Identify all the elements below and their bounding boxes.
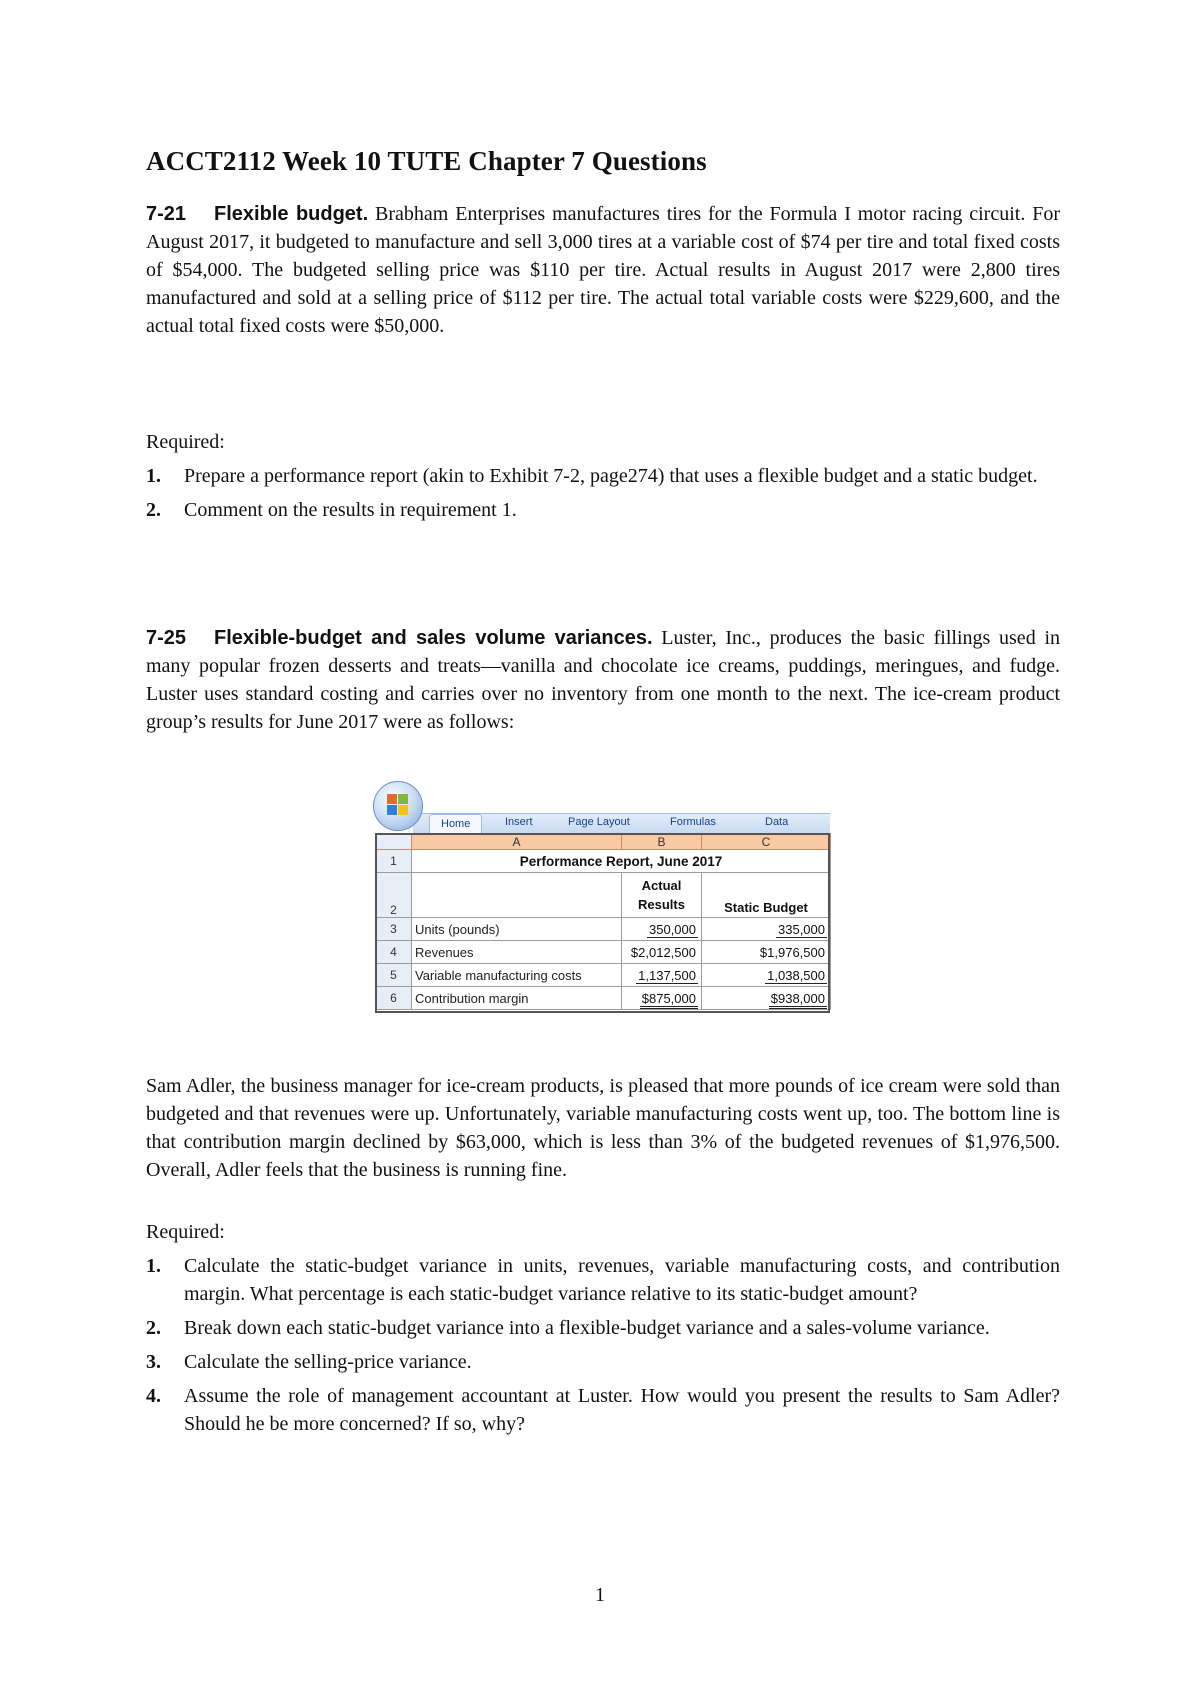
office-logo-icon	[387, 794, 409, 816]
row-label: Contribution margin	[412, 987, 622, 1010]
table-row	[376, 987, 831, 1010]
office-button[interactable]	[373, 781, 423, 831]
required-label: Required:	[146, 431, 225, 453]
ribbon-tabs	[413, 813, 830, 834]
tab-home[interactable]: Home	[429, 814, 482, 834]
list-item: 2. Comment on the results in requirement 1.	[146, 499, 517, 521]
row-label: Variable manufacturing costs	[412, 964, 622, 987]
narrative-paragraph: Sam Adler, the business manager for ice-cream products, is pleased that more pounds of ice cream were sold than budgeted and that revenues were up. Unfortunately, variable manufacturing costs went up, too. The bottom line is that contribution margin declined by $63,000, which is less than 3% of the budgeted revenues of $1,976,500. Overall, Adler feels that the business is running fine.	[146, 1075, 1060, 1181]
performance-report-table	[375, 833, 831, 1010]
requirements-list	[146, 462, 1060, 530]
static-value: $938,000	[702, 987, 831, 1010]
list-item: 2. Break down each static-budget variance into a flexible-budget variance and a sales-volume variance.	[146, 1317, 990, 1339]
table-row	[376, 850, 831, 873]
table-row	[376, 918, 831, 941]
spreadsheet-figure	[375, 785, 830, 1015]
actual-value: 350,000	[622, 918, 702, 941]
row-number[interactable]: 4	[376, 941, 412, 964]
row-number[interactable]: 3	[376, 918, 412, 941]
tab-insert[interactable]: Insert	[505, 816, 533, 828]
table-row	[376, 964, 831, 987]
question-body: Brabham Enterprises manufactures tires for the Formula I motor racing circuit. For August 2017, it budgeted to manufacture and sell 3,000 tires at a variable cost of $74 per tire and total fixed costs of $54,000. The budgeted selling price was $110 per tire. Actual results in August 2017 were 2,800 tires manufactured and sold at a selling price of $112 per tire. The actual total variable costs were $229,600, and the actual total fixed costs were $50,000.	[146, 203, 1060, 337]
required-label: Required:	[146, 1221, 225, 1243]
header-static-budget: Static Budget	[702, 873, 831, 918]
actual-value: $2,012,500	[622, 941, 702, 964]
list-item: 3. Calculate the selling-price variance.	[146, 1351, 472, 1373]
page-number: 1	[595, 1584, 605, 1606]
question-number: 7-21	[146, 203, 187, 225]
table-row	[376, 941, 831, 964]
list-item: 4. Assume the role of management accountant at Luster. How would you present the results to Sam Adler? Should he be more concerned? If so, why?	[146, 1385, 1060, 1435]
question-heading: Flexible-budget and sales volume variances.	[214, 627, 653, 649]
question-number: 7-25	[146, 627, 187, 649]
requirements-list	[146, 1252, 1060, 1444]
page-title: ACCT2112 Week 10 TUTE Chapter 7 Questions	[146, 146, 707, 176]
actual-value: $875,000	[622, 987, 702, 1010]
static-value: 335,000	[702, 918, 831, 941]
static-value: 1,038,500	[702, 964, 831, 987]
column-header-c[interactable]: C	[702, 834, 831, 850]
table-row	[376, 873, 831, 918]
tab-formulas[interactable]: Formulas	[670, 816, 716, 828]
list-item: 1. Prepare a performance report (akin to Exhibit 7-2, page274) that uses a flexible budget and a static budget.	[146, 465, 1038, 487]
column-header-b[interactable]: B	[622, 834, 702, 850]
question-7-25	[146, 624, 1060, 736]
question-7-21	[146, 200, 1060, 340]
row-number[interactable]: 1	[376, 850, 412, 873]
column-header-row	[376, 834, 831, 850]
actual-value: 1,137,500	[622, 964, 702, 987]
tab-page-layout[interactable]: Page Layout	[568, 816, 630, 828]
question-heading: Flexible budget.	[214, 203, 369, 225]
tab-data[interactable]: Data	[765, 816, 789, 828]
question-body: Luster, Inc., produces the basic fillings used in many popular frozen desserts and treats—vanilla and chocolate ice creams, puddings, meringues, and fudge. Luster uses standard costing and carries over no inventory from one month to the next. The ice-cream product group’s results for June 2017 were as follows:	[146, 627, 1060, 733]
row-number[interactable]: 6	[376, 987, 412, 1010]
row-label: Units (pounds)	[412, 918, 622, 941]
static-value: $1,976,500	[702, 941, 831, 964]
header-actual-results: Actual Results	[622, 873, 702, 918]
list-item: 1. Calculate the static-budget variance in units, revenues, variable manufacturing costs, and contribution margin. What percentage is each static-budget variance relative to its static-budget amount?	[146, 1255, 1060, 1305]
column-header-a[interactable]: A	[412, 834, 622, 850]
row-label: Revenues	[412, 941, 622, 964]
report-title: Performance Report, June 2017	[412, 850, 831, 873]
row-number[interactable]: 5	[376, 964, 412, 987]
row-number[interactable]: 2	[376, 873, 412, 918]
